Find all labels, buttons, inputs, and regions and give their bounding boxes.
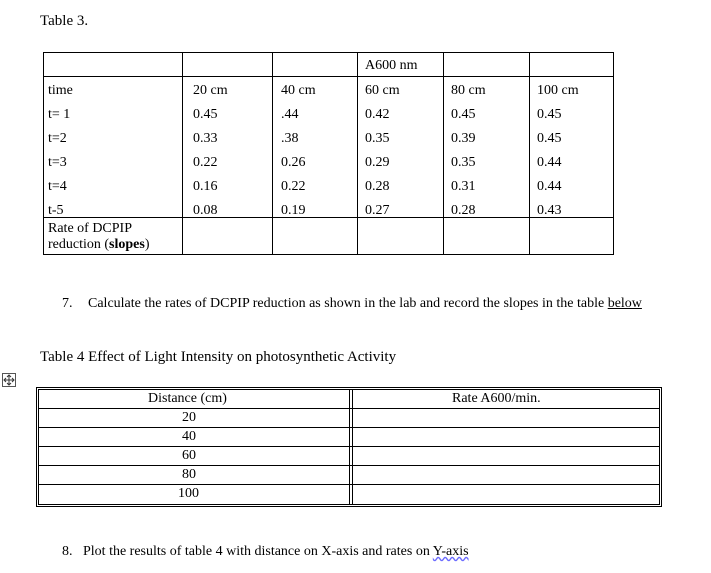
question-7-text [88,295,658,312]
table4-header-rate: Rate A600/min. [452,391,541,406]
table3-cell: 0.22 [193,155,218,170]
table3-cell: 0.43 [537,203,562,218]
table3-cell: t-5 [48,203,64,218]
table3-cell: 0.39 [451,131,476,146]
rate-label-line2 [48,237,150,253]
table3-cell: 0.45 [537,131,562,146]
table3 [43,52,614,255]
table3-header-60cm: 60 cm [365,83,400,98]
move-handle-icon[interactable] [2,373,16,387]
table3-cell: 0.35 [365,131,390,146]
table4 [36,387,662,507]
question-8-number: 8. [62,544,73,559]
question-8-underlined: Y-axis [432,544,469,559]
table3-cell: 0.44 [537,155,562,170]
question-7-number: 7. [62,296,73,311]
table3-cell: t=3 [48,155,67,170]
table3-cell: 0.26 [281,155,306,170]
table3-cell: .44 [281,107,299,122]
table3-cell: 0.33 [193,131,218,146]
table3-cell: t=2 [48,131,67,146]
rate-label-line1: Rate of DCPIP [48,221,132,236]
table3-cell: 0.45 [537,107,562,122]
question-7-underlined: below [607,296,642,311]
table3-cell: 0.28 [451,203,476,218]
table3-cell: 0.35 [451,155,476,170]
table3-header-100cm: 100 cm [537,83,579,98]
table3-cell: t=4 [48,179,67,194]
table3-cell: 0.16 [193,179,218,194]
table4-header-distance: Distance (cm) [148,391,227,406]
table4-distance: 80 [182,467,196,482]
question-7-body: Calculate the rates of DCPIP reduction as shown in the lab and record the slopes in the table [88,296,608,311]
table3-header-time: time [48,83,73,98]
table3-cell: 0.45 [451,107,476,122]
table3-cell: .38 [281,131,299,146]
rate-label [48,221,150,253]
table3-header-80cm: 80 cm [451,83,486,98]
question-8-body: Plot the results of table 4 with distance on X-axis and rates on [83,544,433,559]
table4-distance: 60 [182,448,196,463]
table3-caption: Table 3. [40,13,89,29]
table3-header-20cm: 20 cm [193,83,228,98]
table3-cell: 0.31 [451,179,476,194]
rate-label-prefix: reduction ( [48,237,110,252]
table3-cell: 0.42 [365,107,390,122]
table3-cell: 0.27 [365,203,390,218]
table3-cell: 0.28 [365,179,390,194]
question-8 [62,543,469,560]
table3-cell: 0.19 [281,203,306,218]
table3-cell: 0.08 [193,203,218,218]
rate-label-bold: slopes [109,237,145,252]
table3-header-40cm: 40 cm [281,83,316,98]
table4-distance: 20 [182,410,196,425]
table3-group-header: A600 nm [365,58,418,73]
table4-caption: Table 4 Effect of Light Intensity on photosynthetic Activity [40,349,397,365]
table3-cell: 0.44 [537,179,562,194]
table4-distance: 40 [182,429,196,444]
table3-cell: 0.22 [281,179,306,194]
rate-label-suffix: ) [144,237,150,252]
table3-cell: 0.29 [365,155,390,170]
table3-cell: t= 1 [48,107,71,122]
table3-cell: 0.45 [193,107,218,122]
table4-distance: 100 [178,486,199,501]
